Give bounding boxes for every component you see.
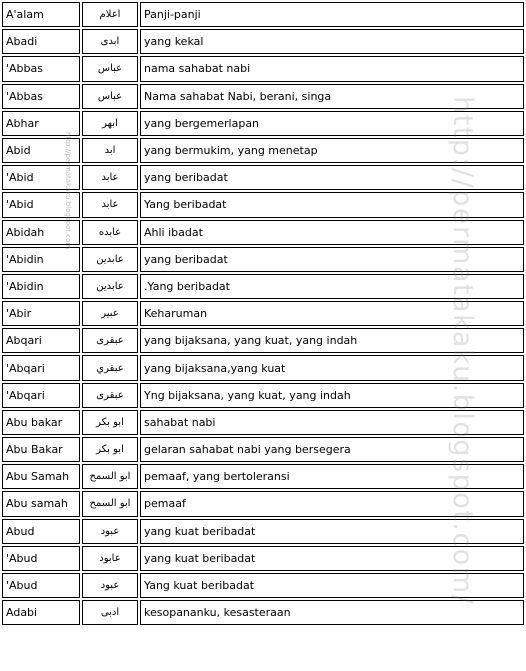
- arabic-name-cell: عباس: [82, 84, 138, 109]
- table-row: [2, 519, 524, 544]
- arabic-name-cell: ابو بكر: [82, 410, 138, 435]
- arabic-name-cell: ابو بكر: [82, 437, 138, 462]
- table-row: [2, 84, 524, 109]
- watermark-large-text: http://permatakaku.blogspot.com/: [447, 96, 478, 606]
- table-row: [2, 165, 524, 190]
- arabic-name-cell: ادبى: [82, 600, 138, 625]
- name-cell: 'Abqari: [2, 383, 80, 408]
- name-cell: Abidah: [2, 220, 80, 245]
- arabic-name-cell: عابد: [82, 192, 138, 217]
- name-cell: 'Abbas: [2, 84, 80, 109]
- arabic-name-cell: عابدين: [82, 247, 138, 272]
- table-row: [2, 573, 524, 598]
- arabic-name-cell: عباس: [82, 56, 138, 81]
- table-row: [2, 600, 524, 625]
- meaning-cell: Keharuman: [140, 301, 524, 326]
- name-cell: Adabi: [2, 600, 80, 625]
- table-row: [2, 2, 524, 27]
- table-row: [2, 111, 524, 136]
- table-row: [2, 301, 524, 326]
- name-cell: 'Abud: [2, 573, 80, 598]
- arabic-name-cell: عبقرى: [82, 328, 138, 353]
- name-cell: Abid: [2, 138, 80, 163]
- table-row: [2, 437, 524, 462]
- meaning-cell: sahabat nabi: [140, 410, 524, 435]
- name-cell: 'Abid: [2, 165, 80, 190]
- arabic-name-cell: عابدين: [82, 274, 138, 299]
- arabic-name-cell: عابده: [82, 220, 138, 245]
- names-table-body: [2, 2, 524, 625]
- table-row: [2, 138, 524, 163]
- table-row: [2, 328, 524, 353]
- arabic-name-cell: ابهر: [82, 111, 138, 136]
- table-row: [2, 383, 524, 408]
- table-row: [2, 274, 524, 299]
- table-row: [2, 247, 524, 272]
- meaning-cell: .Yang beribadat: [140, 274, 524, 299]
- arabic-name-cell: ابد: [82, 138, 138, 163]
- meaning-cell: Panji-panji: [140, 2, 524, 27]
- meaning-cell: Ahli ibadat: [140, 220, 524, 245]
- name-cell: 'Abidin: [2, 274, 80, 299]
- meaning-cell: Yang beribadat: [140, 192, 524, 217]
- name-cell: 'Abid: [2, 192, 80, 217]
- name-cell: Abu samah: [2, 491, 80, 516]
- arabic-name-cell: اعلام: [82, 2, 138, 27]
- meaning-cell: yang beribadat: [140, 247, 524, 272]
- table-row: [2, 491, 524, 516]
- meaning-cell: yang beribadat: [140, 165, 524, 190]
- name-cell: 'Abir: [2, 301, 80, 326]
- table-row: [2, 220, 524, 245]
- meaning-cell: nama sahabat nabi: [140, 56, 524, 81]
- meaning-cell: yang bijaksana,yang kuat: [140, 355, 524, 380]
- meaning-cell: pemaaf, yang bertoleransi: [140, 464, 524, 489]
- name-cell: 'Abqari: [2, 355, 80, 380]
- name-cell: Abud: [2, 519, 80, 544]
- meaning-cell: yang bergemerlapan: [140, 111, 524, 136]
- meaning-cell: yang kuat beribadat: [140, 519, 524, 544]
- table-row: [2, 410, 524, 435]
- meaning-cell: pemaaf: [140, 491, 524, 516]
- meaning-cell: kesopananku, kesasteraan: [140, 600, 524, 625]
- table-row: [2, 29, 524, 54]
- name-cell: A'alam: [2, 2, 80, 27]
- name-cell: Abu bakar: [2, 410, 80, 435]
- arabic-name-cell: ابو السمح: [82, 491, 138, 516]
- name-cell: Abu Samah: [2, 464, 80, 489]
- arabic-name-cell: عبود: [82, 573, 138, 598]
- meaning-cell: yang bijaksana, yang kuat, yang indah: [140, 328, 524, 353]
- name-cell: Abqari: [2, 328, 80, 353]
- name-cell: 'Abbas: [2, 56, 80, 81]
- arabic-name-cell: عبير: [82, 301, 138, 326]
- name-cell: 'Abud: [2, 546, 80, 571]
- meaning-cell: Yng bijaksana, yang kuat, yang indah: [140, 383, 524, 408]
- arabic-name-cell: عبقرى: [82, 383, 138, 408]
- meaning-cell: yang bermukim, yang menetap: [140, 138, 524, 163]
- watermark-small-text: http://permatakaku.blogspot.com: [64, 132, 72, 250]
- meaning-cell: Yang kuat beribadat: [140, 573, 524, 598]
- table-row: [2, 56, 524, 81]
- arabic-name-cell: عبود: [82, 519, 138, 544]
- meaning-cell: yang kekal: [140, 29, 524, 54]
- table-row: [2, 192, 524, 217]
- table-row: [2, 355, 524, 380]
- table-row: [2, 546, 524, 571]
- arabic-name-cell: عابد: [82, 165, 138, 190]
- name-cell: 'Abidin: [2, 247, 80, 272]
- arabic-name-cell: ابو السمح: [82, 464, 138, 489]
- meaning-cell: yang kuat beribadat: [140, 546, 524, 571]
- name-cell: Abu Bakar: [2, 437, 80, 462]
- arabic-name-cell: عابود: [82, 546, 138, 571]
- name-cell: Abadi: [2, 29, 80, 54]
- table-row: [2, 464, 524, 489]
- meaning-cell: Nama sahabat Nabi, berani, singa: [140, 84, 524, 109]
- arabic-name-cell: ابدى: [82, 29, 138, 54]
- name-cell: Abhar: [2, 111, 80, 136]
- meaning-cell: gelaran sahabat nabi yang bersegera: [140, 437, 524, 462]
- arabic-name-cell: عبقري: [82, 355, 138, 380]
